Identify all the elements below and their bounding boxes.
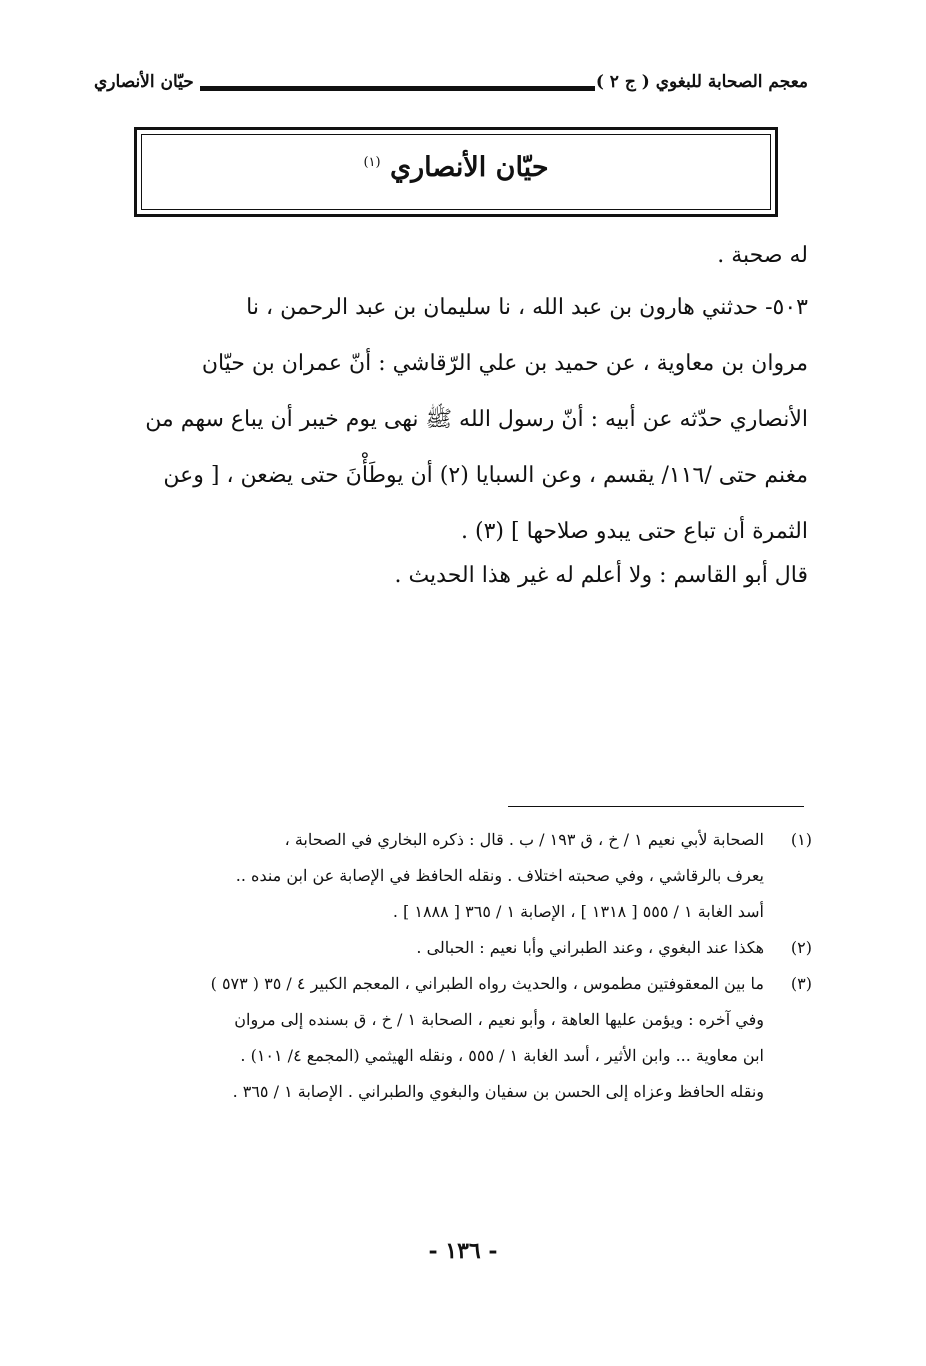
- hadith-line: الأنصاري حدّثه عن أبيه : أنّ رسول الله ﷺ نهى يوم خيبر أن يباع سهم من: [145, 407, 808, 432]
- footnote-line: الصحابة لأبي نعيم ١ / خ ، ق ١٩٣ / ب . قال : ذكره البخاري في الصحابة ،: [284, 830, 764, 849]
- footnote-3: [96, 966, 812, 1110]
- chapter-title-box: [134, 127, 778, 217]
- chapter-title-footnote-ref: (١): [363, 155, 381, 170]
- footnote-line: وفي آخره : ويؤمن عليها العاهة ، وأبو نعيم ، الصحابة ١ / خ ، ق بسنده إلى مروان: [234, 1010, 764, 1029]
- footnote-number: (٢): [790, 938, 812, 957]
- hadith-line: الثمرة أن تباع حتى يبدو صلاحها ] (٣) .: [461, 519, 808, 544]
- footnote-line: هكذا عند البغوي ، وعند الطبراني وأبا نعيم : الحبالى .: [416, 938, 764, 957]
- footnote-1: [96, 822, 812, 930]
- hadith-line: ٥٠٣- حدثني هارون بن عبد الله ، نا سليمان بن عبد الرحمن ، نا: [246, 295, 808, 320]
- footnote-line: ما بين المعقوفتين مطموس ، والحديث رواه الطبراني ، المعجم الكبير ٤ / ٣٥ ( ٥٧٣ ): [210, 974, 764, 993]
- footnote-line: ونقله الحافظ وعزاه إلى الحسن بن سفيان والبغوي والطبراني . الإصابة ١ / ٣٦٥ .: [232, 1082, 764, 1101]
- running-header-book-title: معجم الصحابة للبغوي ( ج ٢ ): [595, 72, 808, 92]
- paragraph-hadith: [96, 280, 808, 560]
- chapter-title: [137, 152, 775, 183]
- page-number: - ١٣٦ -: [428, 1238, 498, 1264]
- hadith-line: مروان بن معاوية ، عن حميد بن علي الرّقاشي : أنّ عمران بن حيّان: [201, 351, 808, 376]
- paragraph-comment: قال أبو القاسم : ولا أعلم له غير هذا الحديث .: [394, 563, 808, 588]
- footnote-line: أسد الغابة ١ / ٥٥٥ [ ١٣١٨ ] ، الإصابة ١ / ٣٦٥ [ ١٨٨٨ ] .: [392, 902, 764, 921]
- footnote-separator: [508, 806, 804, 807]
- footnotes: [96, 822, 812, 1110]
- hadith-line: مغنم حتى /١١٦/ يقسم ، وعن السبايا (٢) أن يوطَأْنَ حتى يضعن ، [ وعن: [163, 463, 808, 488]
- footnote-number: (١): [790, 830, 812, 849]
- footnote-number: (٣): [790, 974, 812, 993]
- running-header-chapter-title: حيّان الأنصاري: [94, 72, 194, 92]
- paragraph-intro: له صحبة .: [717, 243, 808, 268]
- footnote-line: ابن معاوية ... وابن الأثير ، أسد الغابة ١ / ٥٥٥ ، ونقله الهيثمي (المجمع ٤/ ١٠١) .: [240, 1046, 764, 1065]
- header-rule: [200, 86, 595, 91]
- chapter-title-text: حيّان الأنصاري: [390, 152, 549, 183]
- footnote-2: [96, 930, 812, 966]
- footnote-line: يعرف بالرقاشي ، وفي صحبته اختلاف . ونقله الحافظ في الإصابة عن ابن منده ..: [235, 866, 764, 885]
